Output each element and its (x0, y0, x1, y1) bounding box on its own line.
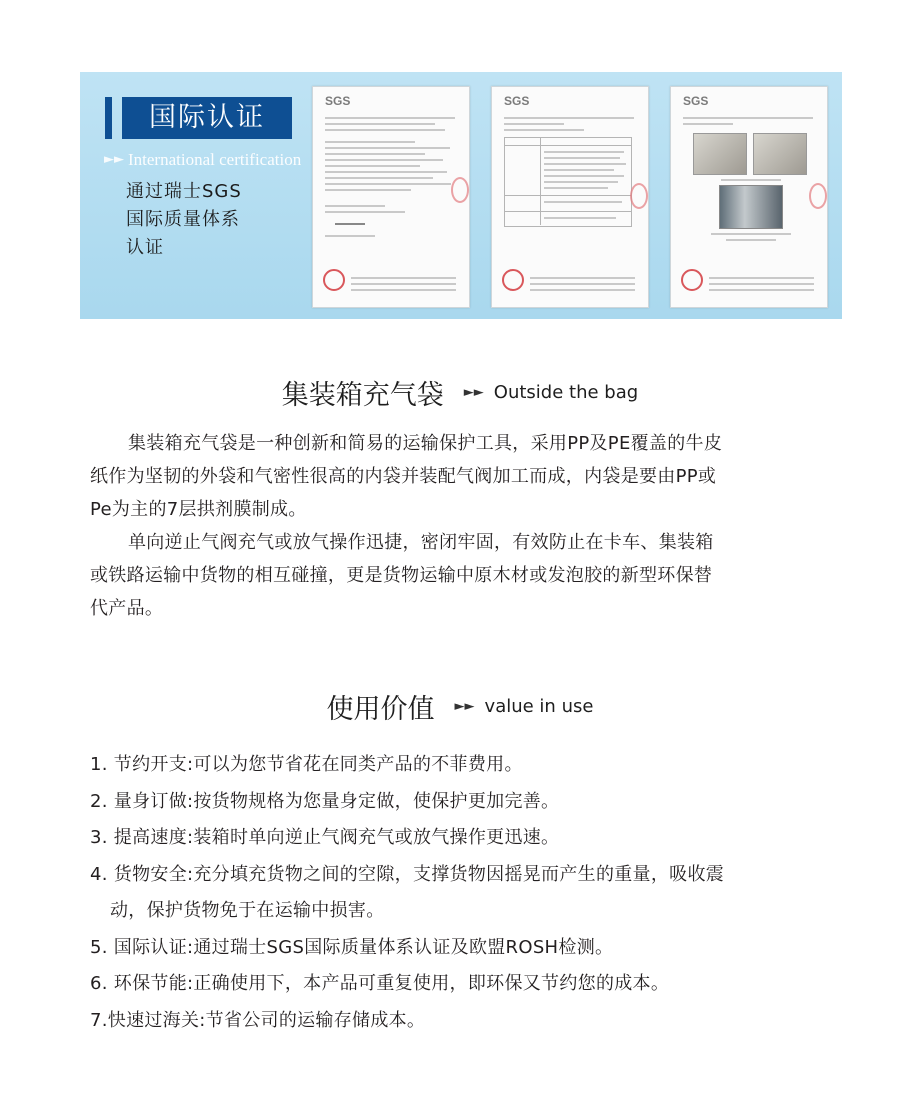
paragraph-line: 纸作为坚韧的外袋和气密性很高的内袋并装配气阀加工而成，内袋是要由PP或 (90, 466, 717, 487)
seal-icon (502, 269, 524, 291)
sgs-logo: SGS (504, 94, 530, 108)
list-item: 2. 量身订做:按货物规格为您量身定做，使保护更加完善。 (90, 790, 560, 812)
section-title-zh: 使用价值 (326, 694, 435, 725)
description-line: 国际质量体系 (126, 209, 240, 230)
sgs-logo: SGS (325, 94, 351, 108)
sgs-certificate-page-3 (670, 86, 828, 308)
description-line: 认证 (126, 237, 164, 258)
section-heading-value (0, 687, 920, 726)
seal-icon (323, 269, 345, 291)
sample-photo (753, 133, 807, 175)
description-line: 通过瑞士SGS (126, 181, 242, 202)
certification-banner (80, 72, 842, 319)
value-list (90, 747, 840, 1039)
sample-photo (719, 185, 783, 229)
list-item: 7.快速过海关:节省公司的运输存储成本。 (90, 1009, 426, 1031)
section-title-en: Outside the bag (493, 382, 639, 403)
list-item: 6. 环保节能:正确使用下，本产品可重复使用，即环保又节约您的成本。 (90, 973, 670, 994)
list-item: 5. 国际认证:通过瑞士SGS国际质量体系认证及欧盟ROSH检测。 (90, 936, 614, 958)
sgs-certificate-page-2 (491, 86, 649, 308)
double-arrow-icon: ►► (463, 385, 484, 400)
list-item: 4. 货物安全:充分填充货物之间的空隙，支撑货物因摇晃而产生的重量，吸收震 (90, 863, 725, 885)
seal-icon (681, 269, 703, 291)
list-item: 1. 节约开支:可以为您节省花在同类产品的不菲费用。 (90, 754, 523, 775)
sgs-logo: SGS (683, 94, 709, 108)
paragraph-line: 或铁路运输中货物的相互碰撞，更是货物运输中原木材或发泡胶的新型环保替 (90, 565, 713, 586)
double-arrow-icon: ►► (454, 699, 475, 714)
list-item-continuation: 动，保护货物免于在运输中损害。 (110, 900, 385, 921)
sgs-certificate-page-1 (312, 86, 470, 308)
paragraph-line: 单向逆止气阀充气或放气操作迅捷，密闭牢固，有效防止在卡车、集装箱 (128, 532, 714, 553)
section-title-en: value in use (484, 696, 594, 717)
list-item: 3. 提高速度:装箱时单向逆止气阀充气或放气操作更迅速。 (90, 827, 560, 848)
paragraph-line: 代产品。 (90, 598, 164, 619)
title-accent-bar (105, 97, 112, 139)
certification-title: 国际认证 (122, 97, 292, 139)
paragraph-line: Pe为主的7层拱剂膜制成。 (90, 499, 307, 520)
paragraph-line: 集装箱充气袋是一种创新和简易的运输保护工具，采用PP及PE覆盖的牛皮 (128, 433, 723, 454)
certification-subtitle-en: International certification (128, 150, 302, 169)
double-arrow-icon: ►► (104, 152, 124, 167)
sample-photo (693, 133, 747, 175)
section-title-zh: 集装箱充气袋 (281, 380, 444, 411)
product-description (90, 427, 838, 625)
certification-description (126, 178, 316, 262)
section-heading-product (0, 373, 920, 412)
